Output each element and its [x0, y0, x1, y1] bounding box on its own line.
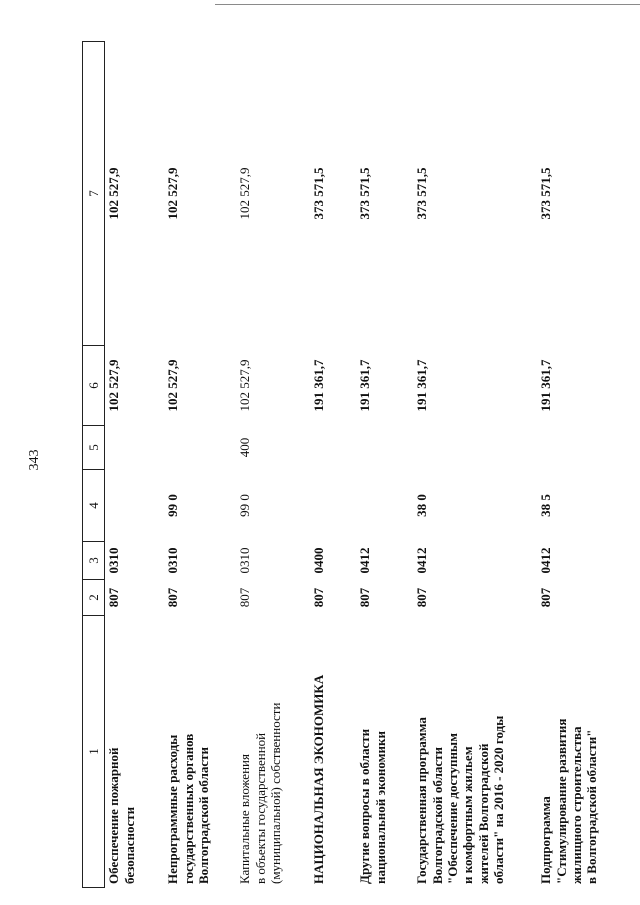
name-line: Другие вопросы в области: [357, 728, 373, 884]
rotated-table-container: [82, 42, 609, 888]
header-cell-5: 5: [83, 426, 105, 470]
ministry-code-cell: 807: [237, 587, 253, 608]
amount-cell-7: 102 527,9: [237, 167, 253, 220]
name-line: национальной экономики: [372, 731, 388, 884]
target-article-cell: 38 0: [414, 494, 430, 517]
amount-cell-6: 102 527,9: [237, 359, 253, 412]
section-code-cell: 0412: [414, 547, 430, 574]
amount-cell-7: 373 571,5: [538, 167, 554, 220]
target-article-cell: [356, 470, 413, 542]
row-name-cell: [537, 616, 609, 888]
section-code-cell: 0400: [311, 547, 327, 574]
table-row: [105, 42, 165, 888]
section-code-cell: 0412: [357, 547, 373, 574]
table-row: [413, 42, 537, 888]
name-line: "Стимулирование развития: [553, 718, 569, 884]
header-cell-7: 7: [83, 42, 105, 346]
expense-type-cell: [537, 426, 609, 470]
name-line: Волгоградской области: [429, 746, 445, 884]
table-row: [236, 42, 310, 888]
name-line: Подпрограмма: [538, 796, 554, 884]
expense-type-cell: 400: [237, 437, 253, 458]
row-name-cell: [236, 616, 310, 888]
name-line: Государственная программа: [414, 717, 430, 884]
amount-cell-6: 191 361,7: [414, 359, 430, 412]
name-line: в объекты государственной: [252, 732, 268, 884]
ministry-code-cell: 807: [414, 587, 430, 608]
name-line: (муниципальной) собственности: [267, 702, 283, 884]
name-line: Волгоградской области: [195, 746, 211, 884]
header-cell-6: 6: [83, 346, 105, 426]
section-code-cell: 0412: [538, 547, 554, 574]
table-row: [310, 42, 356, 888]
name-line: "Обеспечение доступным: [444, 733, 460, 884]
amount-cell-6: 191 361,7: [311, 359, 327, 412]
expense-type-cell: [105, 426, 165, 470]
target-article-cell: 99 0: [165, 494, 181, 517]
amount-cell-7: 373 571,5: [311, 167, 327, 220]
ministry-code-cell: 807: [165, 587, 181, 608]
name-line: Капитальные вложения: [237, 754, 253, 884]
row-name-cell: [356, 616, 413, 888]
ministry-code-cell: 807: [357, 587, 373, 608]
expense-type-cell: [164, 426, 236, 470]
name-line: в Волгоградской области": [584, 729, 600, 884]
amount-cell-7: 102 527,9: [165, 167, 181, 220]
section-code-cell: 0310: [237, 547, 253, 574]
expense-type-cell: [310, 426, 356, 470]
name-line: и комфортным жильем: [460, 746, 476, 884]
target-article-cell: 38 5: [538, 494, 554, 517]
row-name-cell: [310, 616, 356, 888]
ministry-code-cell: 807: [538, 587, 554, 608]
target-article-cell: [105, 470, 165, 542]
ministry-code-cell: 807: [311, 587, 327, 608]
amount-cell-6: 102 527,9: [106, 359, 122, 412]
amount-cell-6: 102 527,9: [165, 359, 181, 412]
amount-cell-7: 373 571,5: [357, 167, 373, 220]
row-name-cell: [413, 616, 537, 888]
table-row: [537, 42, 609, 888]
name-line: жилищного строительства: [568, 726, 584, 884]
target-article-cell: 99 0: [237, 494, 253, 517]
scan-edge-line: [215, 4, 640, 5]
name-line: Непрограммные расходы: [165, 734, 181, 884]
page-number: 343: [27, 449, 42, 471]
ministry-code-cell: 807: [106, 587, 122, 608]
header-cell-3: 3: [83, 542, 105, 580]
expense-type-cell: [356, 426, 413, 470]
row-name-cell: [105, 616, 165, 888]
header-cell-1: 1: [83, 616, 105, 888]
amount-cell-7: 373 571,5: [414, 167, 430, 220]
name-line: безопасности: [121, 806, 137, 884]
amount-cell-7: 102 527,9: [106, 167, 122, 220]
name-line: Обеспечение пожарной: [106, 747, 122, 884]
table-row: [356, 42, 413, 888]
budget-table: [82, 41, 609, 888]
table-header-row: [83, 42, 105, 888]
header-cell-4: 4: [83, 470, 105, 542]
target-article-cell: [310, 470, 356, 542]
row-name-cell: [164, 616, 236, 888]
amount-cell-6: 191 361,7: [538, 359, 554, 412]
amount-cell-6: 191 361,7: [357, 359, 373, 412]
name-line: государственных органов: [180, 733, 196, 884]
expense-type-cell: [413, 426, 537, 470]
section-code-cell: 0310: [106, 547, 122, 574]
name-line: жителей Волгоградской: [475, 743, 491, 884]
name-line: области" на 2016 - 2020 годы: [490, 715, 506, 884]
table-row: [164, 42, 236, 888]
header-cell-2: 2: [83, 580, 105, 616]
section-code-cell: 0310: [165, 547, 181, 574]
name-line: НАЦИОНАЛЬНАЯ ЭКОНОМИКА: [311, 674, 327, 884]
